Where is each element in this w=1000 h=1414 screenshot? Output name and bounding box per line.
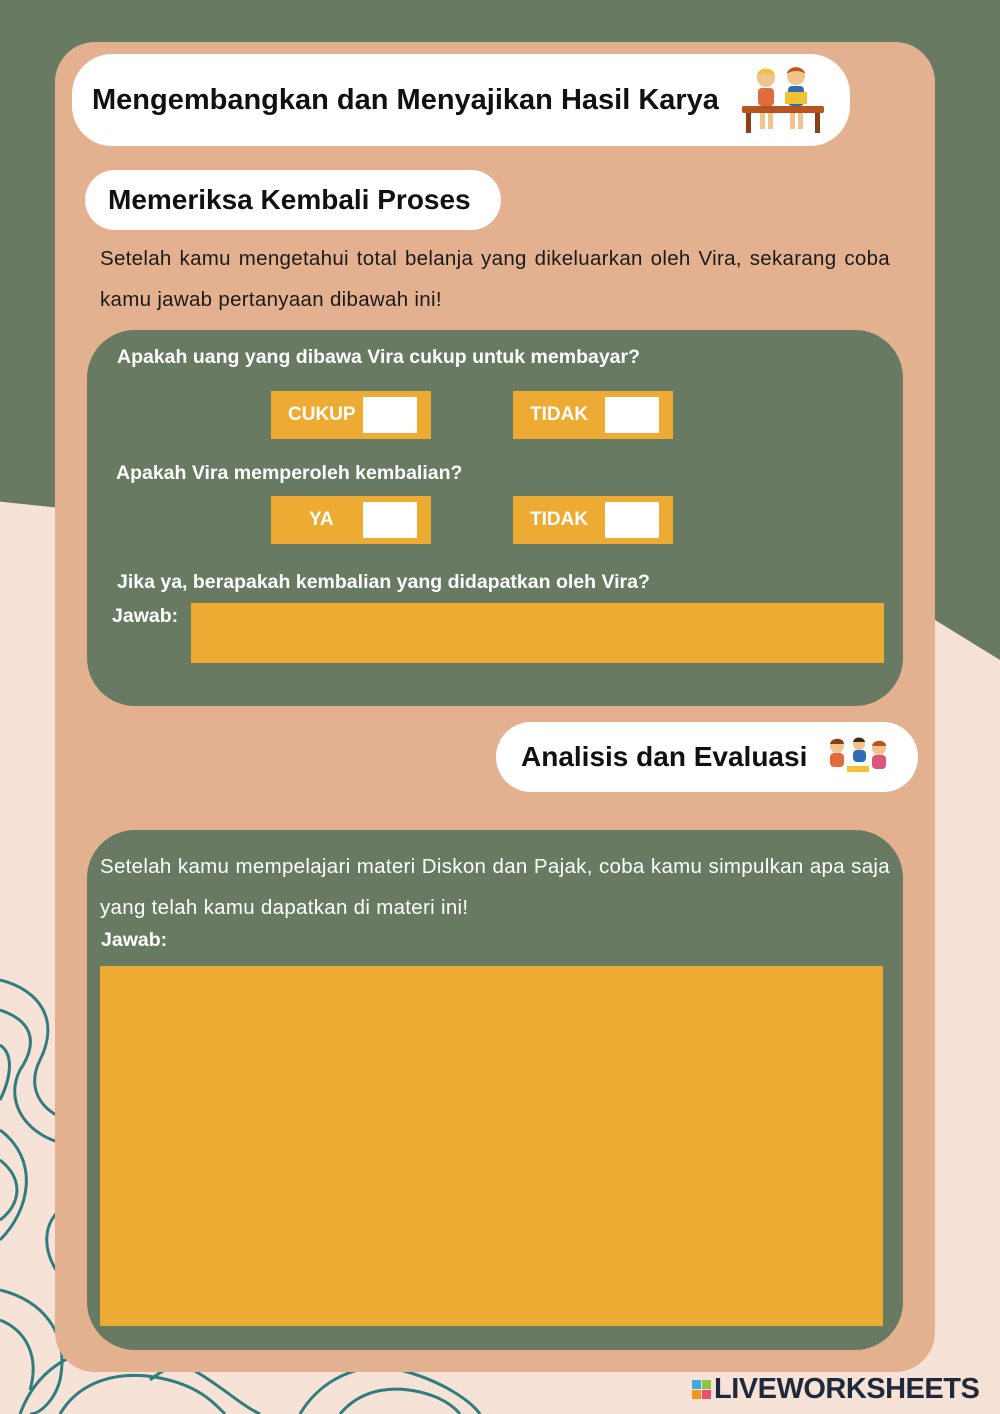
analysis-title-pill — [496, 722, 918, 792]
option-cukup-label: CUKUP — [288, 404, 356, 425]
option-tidak-1-checkbox[interactable] — [605, 397, 659, 433]
option-tidak-2-checkbox[interactable] — [605, 502, 659, 538]
question-1: Apakah uang yang dibawa Vira cukup untuk membayar? — [117, 346, 641, 368]
students-reading-icon — [738, 64, 828, 136]
section-title: Memeriksa Kembali Proses — [108, 184, 471, 215]
analysis-title: Analisis dan Evaluasi — [521, 741, 808, 772]
option-ya-checkbox[interactable] — [363, 502, 417, 538]
option-tidak-2 — [513, 496, 673, 544]
header-title-pill — [72, 54, 850, 146]
option-tidak-1 — [513, 391, 673, 439]
analysis-prompt: Setelah kamu mempelajari materi Diskon dan Pajak, coba kamu simpulkan apa saja yang telah kamu dapatkan di materi ini! — [100, 855, 890, 919]
option-tidak-1-label: TIDAK — [530, 404, 589, 425]
answer-field-2[interactable] — [100, 966, 883, 1326]
question-3: Jika ya, berapakah kembalian yang didapatkan oleh Vira? — [117, 571, 650, 593]
answer-label-1: Jawab: — [112, 605, 179, 627]
section-title-pill — [85, 170, 501, 230]
intro-paragraph: Setelah kamu mengetahui total belanja yang dikeluarkan oleh Vira, sekarang coba kamu jawab pertanyaan dibawah ini! — [100, 247, 890, 311]
option-cukup — [271, 391, 431, 439]
liveworksheets-logo — [692, 1372, 980, 1405]
option-cukup-checkbox[interactable] — [363, 397, 417, 433]
option-ya-label: YA — [309, 509, 334, 530]
brand-name: LIVEWORKSHEETS — [714, 1372, 980, 1405]
answer-field-1[interactable] — [191, 603, 884, 663]
option-ya — [271, 496, 431, 544]
kids-discussion-icon — [823, 736, 893, 780]
option-tidak-2-label: TIDAK — [530, 509, 589, 530]
answer-label-2: Jawab: — [101, 929, 168, 951]
page-title: Mengembangkan dan Menyajikan Hasil Karya — [92, 83, 719, 116]
question-2: Apakah Vira memperoleh kembalian? — [116, 462, 463, 484]
logo-mark-icon — [692, 1380, 711, 1399]
